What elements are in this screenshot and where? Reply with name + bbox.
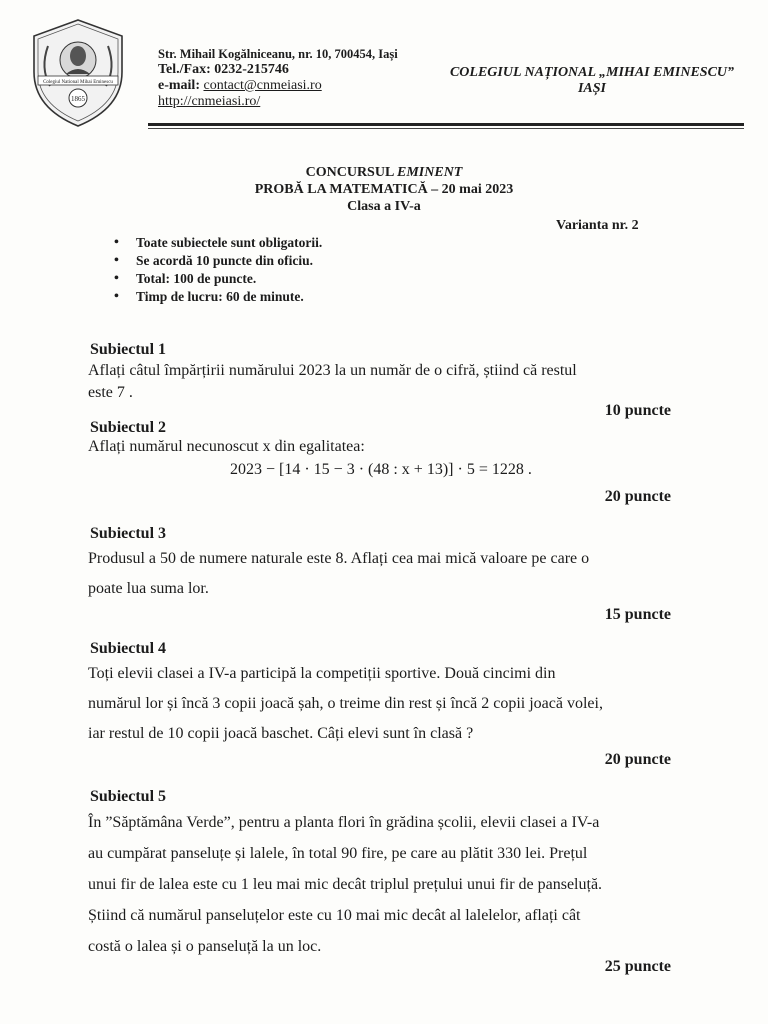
subject-5-line: În ”Săptămâna Verde”, pentru a planta flori în grădina școlii, elevii clasei a IV-a (88, 814, 600, 831)
subject-1-points: 10 puncte (604, 402, 671, 419)
rule-item: • Timp de lucru: 60 de minute. (112, 288, 322, 306)
subject-2-points: 20 puncte (604, 488, 671, 505)
subject-4-line: numărul lor și încă 3 copii joacă șah, o treime din rest și încă 2 copii joacă volei, (88, 695, 603, 712)
subject-4-points: 20 puncte (604, 751, 671, 768)
subject-5-line: unui fir de lalea este cu 1 leu mai mic decât triplul prețului unui fir de panseluță. (88, 876, 603, 893)
address: Str. Mihail Kogălniceanu, nr. 10, 700454, Iași (158, 47, 398, 61)
subject-5-text (88, 807, 678, 962)
header-divider-thin (148, 128, 744, 129)
email-link[interactable]: contact@cnmeiasi.ro (203, 78, 322, 93)
contest-title-name: EMINENT (397, 165, 463, 180)
subject-5-line: costă o lalea și o panseluță la un loc. (88, 938, 322, 955)
subject-1-line: este 7 . (88, 384, 133, 401)
subject-4-text (88, 659, 678, 749)
exam-title: PROBĂ LA MATEMATICĂ – 20 mai 2023 (254, 182, 514, 197)
rule-item: • Toate subiectele sunt obligatorii. (112, 234, 322, 252)
subject-5-points: 25 puncte (604, 958, 671, 975)
subject-3-text (88, 544, 678, 604)
subject-2-title: Subiectul 2 (90, 419, 167, 436)
subject-5-line: Știind că numărul panseluțelor este cu 10 mai mic decât al lalelelor, aflați cât (88, 907, 581, 924)
subject-4-title: Subiectul 4 (90, 640, 167, 657)
variant-label: Varianta nr. 2 (556, 218, 639, 233)
subject-2-equation: 2023 − [14 · 15 − 3 · (48 : x + 13)] · 5 = 1228 . (230, 461, 532, 478)
contest-title (0, 165, 768, 181)
school-logo (26, 16, 130, 128)
subject-1-text (88, 360, 678, 404)
school-name-line2: IAȘI (577, 81, 607, 96)
contact-block (158, 47, 398, 109)
subject-1-line: Aflați câtul împărțirii numărului 2023 la un număr de o cifră, știind că restul (88, 362, 577, 379)
email-line (158, 78, 398, 94)
svg-text:1865: 1865 (71, 95, 85, 103)
class-title: Clasa a IV-a (347, 199, 421, 214)
header-divider-thick (148, 123, 744, 126)
subject-3-title: Subiectul 3 (90, 525, 167, 542)
telfax: Tel./Fax: 0232-215746 (158, 62, 289, 77)
subject-1-title: Subiectul 1 (90, 341, 167, 358)
website-link[interactable]: http://cnmeiasi.ro/ (158, 94, 261, 109)
school-name (432, 65, 752, 97)
subject-4-line: Toți elevii clasei a IV-a participă la competiții sportive. Două cincimi din (88, 665, 556, 682)
contest-title-prefix: CONCURSUL (305, 165, 398, 180)
rule-item: • Se acordă 10 puncte din oficiu. (112, 252, 322, 270)
subject-5-title: Subiectul 5 (90, 788, 167, 805)
subject-3-points: 15 puncte (604, 606, 671, 623)
svg-text:Colegiul National Mihai Emines: Colegiul National Mihai Eminescu (43, 80, 113, 85)
subject-4-line: iar restul de 10 copii joacă baschet. Câți elevi sunt în clasă ? (88, 725, 474, 742)
subject-5-line: au cumpărat panseluțe și lalele, în total 90 fire, pe care au plătit 330 lei. Prețul (88, 845, 588, 862)
subject-2-text: Aflați numărul necunoscut x din egalitatea: (88, 438, 365, 455)
school-name-line1: COLEGIUL NAȚIONAL „MIHAI EMINESCU” (449, 65, 735, 80)
email-label: e-mail: (158, 78, 204, 93)
rule-item: • Total: 100 de puncte. (112, 270, 322, 288)
rules-list (112, 234, 322, 306)
subject-3-line: Produsul a 50 de numere naturale este 8. Aflați cea mai mică valoare pe care o (88, 550, 590, 567)
subject-3-line: poate lua suma lor. (88, 580, 209, 597)
